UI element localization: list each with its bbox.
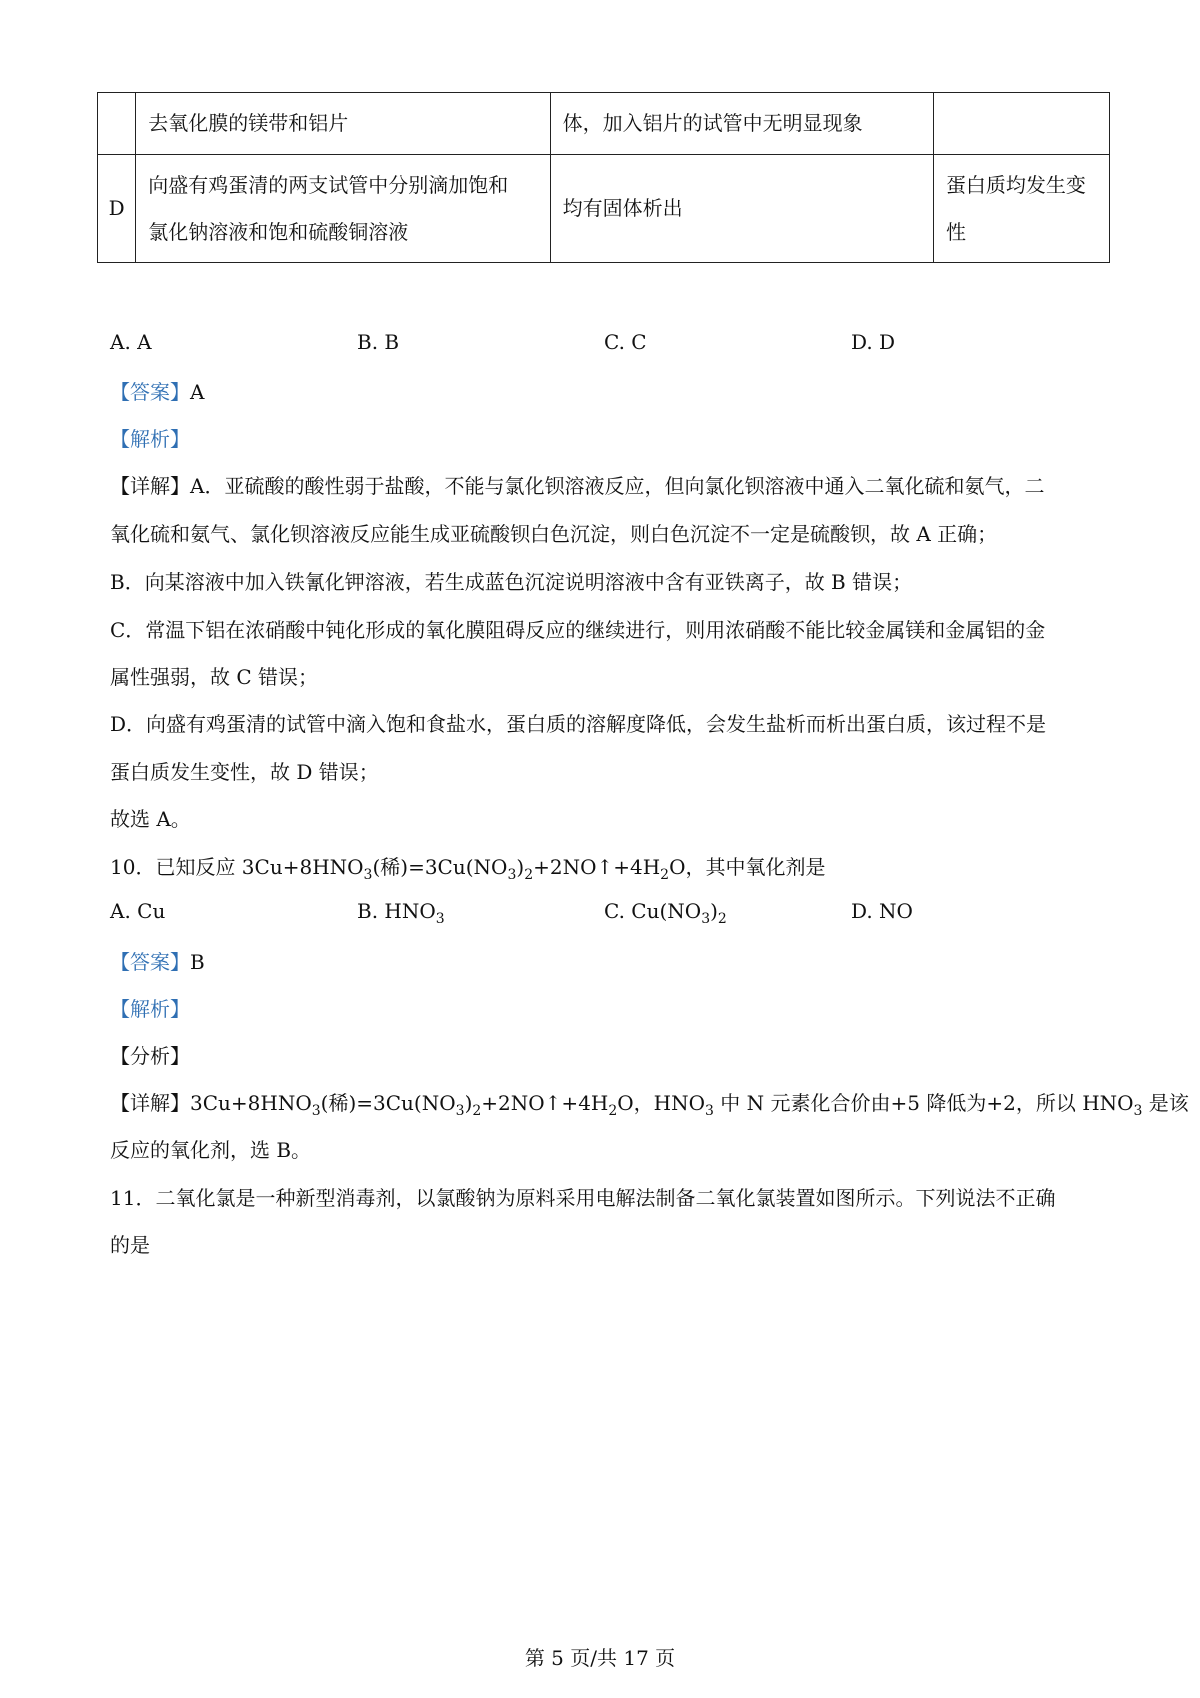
detail-line	[110, 1087, 1189, 1119]
answer-tag: 【答案】	[110, 380, 190, 404]
detail-tag: 【详解】	[110, 474, 190, 498]
detail-part: 中 N 元素化合价由+5 降低为+2，所以 HNO	[713, 1091, 1134, 1115]
option-c: C. C	[604, 330, 647, 354]
subscript: 3	[363, 867, 373, 883]
detail-part: )	[464, 1091, 473, 1115]
stem-part: 10．已知反应 3Cu+8HNO	[110, 855, 364, 879]
table-cell-operation: 去氧化膜的镁带和铝片	[136, 93, 550, 155]
stem-part: (稀)=3Cu(NO	[372, 855, 508, 879]
option-d: D. NO	[851, 899, 913, 923]
option-c: C. $Cu(NO_3)_2$	[604, 899, 727, 927]
experiment-table	[97, 92, 1110, 263]
subscript: 3	[701, 911, 711, 927]
subscript: 2	[660, 867, 670, 883]
detail-part: 是该	[1142, 1091, 1189, 1115]
table-cell-label	[98, 93, 136, 155]
answer-value: A	[190, 380, 205, 404]
detail-line	[110, 470, 1044, 499]
table-cell-phenomenon: 体，加入铝片的试管中无明显现象	[550, 93, 933, 155]
detail-line: 氧化硫和氨气、氯化钡溶液反应能生成亚硫酸钡白色沉淀，则白色沉淀不一定是硫酸钡，故 A 正确；	[110, 522, 998, 546]
option-text: C. Cu(NO	[604, 899, 702, 923]
detail-line: 故选 A。	[110, 807, 191, 831]
cell-line: 向盛有鸡蛋清的两支试管中分别滴加饱和	[148, 172, 509, 197]
question-11-stem-cont: 的是	[110, 1233, 150, 1257]
stem-part: O，其中氧化剂是	[669, 855, 826, 879]
question-11-stem: 11．二氧化氯是一种新型消毒剂，以氯酸钠为原料采用电解法制备二氧化氯装置如图所示。下列说法不正确	[110, 1186, 1056, 1210]
detail-line: C．常温下铝在浓硝酸中钝化形成的氧化膜阻碍反应的继续进行，则用浓硝酸不能比较金属镁和金属铝的金	[110, 618, 1046, 642]
answer-value: B	[190, 950, 205, 974]
detail-part: 3Cu+8HNO	[190, 1091, 312, 1115]
answer-tag: 【答案】	[110, 950, 190, 974]
table-cell-conclusion	[933, 155, 1109, 263]
option-b	[357, 899, 445, 927]
table-cell-phenomenon: 均有固体析出	[550, 155, 933, 263]
table-cell-conclusion	[933, 93, 1109, 155]
fenxi-tag: 【分析】	[110, 1044, 190, 1068]
subscript: 2	[608, 1103, 618, 1119]
option-a: A. A	[110, 330, 152, 354]
subscript: 3	[455, 1103, 465, 1119]
detail-line: 属性强弱，故 C 错误；	[110, 665, 319, 689]
option-d: D. D	[851, 330, 896, 354]
table-row	[98, 93, 1110, 155]
table-row	[98, 155, 1110, 263]
detail-text: A．亚硫酸的酸性弱于盐酸，不能与氯化钡溶液反应，但向氯化钡溶液中通入二氧化硫和氨气，二	[190, 474, 1045, 498]
detail-part: O，HNO	[617, 1091, 706, 1115]
stem-part: )	[516, 855, 525, 879]
answer-line	[110, 376, 204, 405]
subscript: 3	[705, 1103, 714, 1119]
option-a: A. Cu	[110, 899, 166, 923]
detail-line: D．向盛有鸡蛋清的试管中滴入饱和食盐水，蛋白质的溶解度降低，会发生盐析而析出蛋白质，该过程不是	[110, 712, 1047, 736]
page-footer: 第 5 页/共 17 页	[524, 1646, 676, 1670]
subscript: 3	[311, 1103, 321, 1119]
detail-part: (稀)=3Cu(NO	[320, 1091, 456, 1115]
detail-tag: 【详解】	[110, 1091, 190, 1115]
detail-line: 反应的氧化剂，选 B。	[110, 1138, 312, 1162]
option-text: B. HNO	[357, 899, 436, 923]
analysis-tag: 【解析】	[110, 997, 190, 1021]
subscript: 2	[717, 911, 727, 927]
table-cell-operation	[136, 155, 550, 263]
question-10-stem	[110, 851, 826, 883]
subscript: 2	[472, 1103, 482, 1119]
analysis-tag: 【解析】	[110, 427, 190, 451]
table-cell-label: D	[98, 155, 136, 263]
cell-line: 蛋白质均发生变	[945, 172, 1086, 197]
cell-line: 性	[945, 219, 966, 244]
subscript: 2	[524, 867, 534, 883]
option-b: B. B	[357, 330, 400, 354]
subscript: 3	[435, 911, 445, 927]
subscript: 3	[507, 867, 517, 883]
stem-part: +2NO↑+4H	[533, 855, 661, 879]
subscript: 3	[1133, 1103, 1143, 1119]
detail-line: B．向某溶液中加入铁氰化钾溶液，若生成蓝色沉淀说明溶液中含有亚铁离子，故 B 错误；	[110, 570, 913, 594]
answer-line	[110, 946, 205, 975]
detail-part: +2NO↑+4H	[481, 1091, 609, 1115]
cell-line: 氯化钠溶液和饱和硫酸铜溶液	[148, 219, 409, 244]
detail-line: 蛋白质发生变性，故 D 错误；	[110, 760, 379, 784]
